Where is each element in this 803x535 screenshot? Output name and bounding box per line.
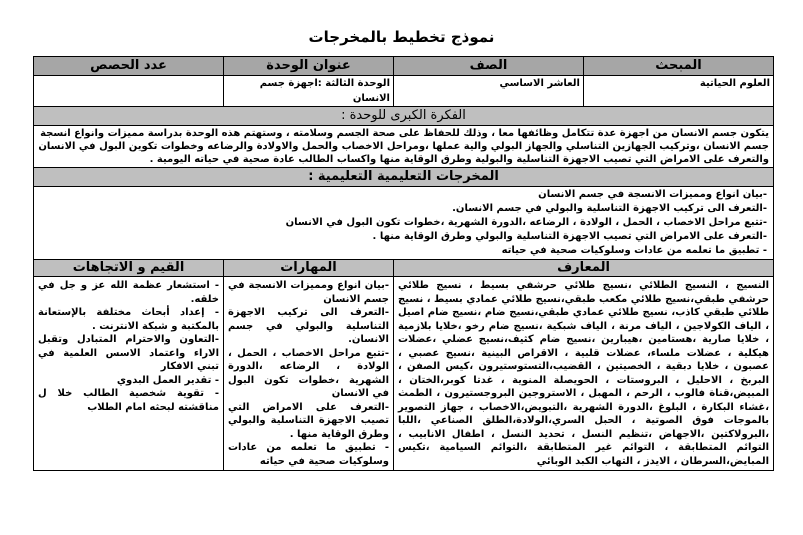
outcomes-heading: المخرجات التعليمية التعليمية : [34, 168, 774, 187]
outcome-item: -تتبع مراحل الاخصاب ، الحمل ، الولادة ، الرضاعه ،الدورة الشهرية ،خطوات تكون البول في الانسان [285, 217, 767, 228]
values-item: -التعاون والاحترام المتبادل وتقبل الاراء واعتماد الاسس العلمية في تبني الافكار [38, 334, 219, 372]
columns-content-row [34, 277, 774, 471]
outcomes-row [34, 187, 774, 260]
grade-value: العاشر الاساسي [394, 76, 584, 107]
skills-item: -بيان انواع ومميزات الانسجة في جسم الانسان [228, 280, 389, 305]
skills-header: المهارات [224, 260, 394, 277]
knowledge-header: المعارف [394, 260, 774, 277]
grade-header: الصف [394, 57, 584, 76]
skills-item: - تطبيق ما تعلمه من عادات وسلوكيات صحية في حياته [228, 442, 389, 467]
outcome-item: -التعرف الى تركيب الاجهزة التناسلية والبولي في جسم الانسان. [452, 203, 767, 214]
values-cell [34, 277, 224, 471]
values-item: - استشعار عظمة الله عز و جل في خلقه. [38, 280, 219, 305]
columns-header-row [34, 260, 774, 277]
skills-item: -التعرف على الامراض التي تصيب الاجهزة التناسلية والبولي وطرق الوقاية منها . [228, 401, 389, 440]
page-title: نموذج تخطيط بالمخرجات [308, 28, 495, 46]
lessons-value [34, 76, 224, 107]
unit-value: الوحدة الثالثة :اجهزة جسم الانسان [224, 76, 394, 107]
outcome-item: -التعرف على الامراض التي تصيب الاجهزة التناسلية والبولي وطرق الوقاية منها . [372, 231, 767, 242]
outcomes-heading-row [34, 168, 774, 187]
outcome-item: -بيان انواع ومميزات الانسجة في جسم الانسان [538, 189, 767, 200]
planning-table [33, 56, 774, 471]
values-item: - تقدير العمل البدوي [116, 374, 219, 386]
outcome-item: - تطبيق ما تعلمه من عادات وسلوكيات صحية في حياته [501, 245, 767, 256]
skills-item: -التعرف الى تركيب الاجهزة التناسلية والبولي في جسم الانسان. [228, 307, 389, 345]
values-item: - إعداد أبحاث مختلفة بالإستعانة بالمكتبة و شبكة الانترنت . [38, 307, 219, 332]
unit-header: عنوان الوحدة [224, 57, 394, 76]
big-idea-heading-row [34, 107, 774, 126]
values-item: - تقوية شخصية الطالب خلا ل مناقشته لبحثه امام الطلاب [38, 388, 219, 413]
big-idea-text: يتكون جسم الانسان من اجهزة عدة تتكامل وظائفها معا ، وذلك للحفاظ على صحة الجسم وسلامته ، وستهتم هذه الوحدة بدراسة مميزات وانواع انسجة جسم الانسان ،وتركيب الجهازين التناسلي والجهاز البولي والية عملها ،ومراحل الاخصاب والحمل والاولادة والرضاعه وخطوات تكوين البول في الانسان والتعرف على الامراض التي تصيب الاجهزة التناسلية والبولية وطرق الوقاية منها واكساب الطالب عادة صحية في حياته اليومية . [34, 126, 774, 168]
header-values-row [34, 76, 774, 107]
values-header: القيم و الاتجاهات [34, 260, 224, 277]
subject-header: المبحث [584, 57, 774, 76]
header-row [34, 57, 774, 76]
big-idea-row [34, 126, 774, 168]
outcomes-list [34, 187, 774, 260]
big-idea-heading: الفكرة الكبرى للوحدة : [34, 107, 774, 126]
skills-cell [224, 277, 394, 471]
skills-item: -تتبع مراحل الاخصاب ، الحمل ، الولادة ، الرضاعه ،الدورة الشهرية ،خطوات تكون البول في الانسان [228, 347, 389, 399]
knowledge-cell: النسيج ، النسيج الطلائي ،نسيج طلائي حرشفي بسيط ، نسيج طلائي حرشفي طبقي،نسيج طلائي مكعب طبقي،نسيج طلائي عمادي بسيط ، نسيج طلائي طبقي كاذب، نسيج طلائي عمادي طبقي،نسيج ضام ،نسيج ضام اصيل ، الياف الكولاجين ، الياف مرنة ، الياف شبكية ،نسيج ضام رخو ،خلايا بلازمية ، خلايا صارية ،هستامين ،هيبارين ،نسيج ضام كثيف،نسيج عضلي ،عضلات هيكلية ، عضلات ملساء، عضلات قلبية ، الاقراص البينية ،نسيج عصبي ، عصبون ، خلايا دبقية ، الخصيتين ، القضيب،التستوستيرون ،كيس الصفن ، البربخ ، الاحليل ، البروستات ، الحويصلة المنوية ، غدتا كوبر،الختان ، المبيض،قناة فالوب ، الرحم ، المهبل ، الاستروجين البروجستيرون ، الطمث ،غشاء البكارة ، البلوغ ،الدورة الشهرية ،التبويض،الاخصاب ، جهاز التصوير بالموجات فوق الصوتية ، الحبل السري،الولادة،الطلق الصناعي ،اللبا ،البرولاكتين ،الاجهاض ،تنظيم النسل ، تحديد النسل ، اطفال الانابيب ، التوائم المتطابقة ، التوائم غير المتطابقة ،التوائم السيامية ،تكيس المبايض،السرطان ، الايدز ، التهاب الكبد الوبائي [394, 277, 774, 471]
lessons-header: عدد الحصص [34, 57, 224, 76]
subject-value: العلوم الحياتية [584, 76, 774, 107]
